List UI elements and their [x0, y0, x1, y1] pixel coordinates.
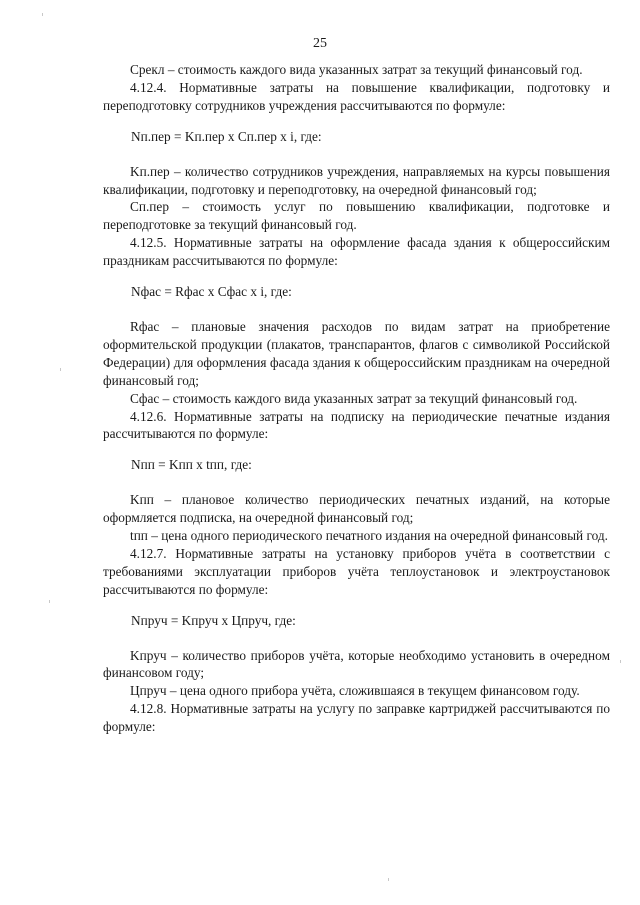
paragraph-cfas-definition: Cфас – стоимость каждого вида указанных затрат за текущий финансовый год.	[130, 390, 578, 406]
paragraph-rfas-definition: Rфас – плановые значения расходов по видам затрат на приобретение оформительской продукции (плакатов, транспарантов, флагов с символикой Российской Федерации) для оформления фасада здания к общероссийским праздникам на очередной финансовый год;	[103, 318, 610, 388]
formula-subscription: Nпп = Kпп х tпп, где:	[131, 457, 252, 473]
formula-facade: Nфас = Rфас х Cфас х i, где:	[131, 284, 292, 300]
document-body	[103, 61, 610, 736]
section-4-12-8: 4.12.8. Нормативные затраты на услугу по заправке картриджей рассчитываются по формуле:	[103, 701, 610, 735]
paragraph-kpper-definition: Kп.пер – количество сотрудников учреждения, направляемых на курсы повышения квалификации, подготовку и переподготовку, на очередной финансовый год;	[103, 163, 610, 197]
scan-artifact	[42, 13, 43, 16]
formula-training: Nп.пер = Kп.пер х Cп.пер х i, где:	[131, 128, 322, 144]
formula-meters: Nпруч = Kпруч х Цпруч, где:	[131, 612, 296, 628]
scan-artifact	[620, 660, 621, 663]
section-4-12-7: 4.12.7. Нормативные затраты на установку приборов учёта в соответствии с требованиями эксплуатации приборов учёта теплоустановок и электроустановок рассчитываются по формуле:	[103, 545, 610, 597]
scan-artifact	[60, 368, 61, 371]
section-4-12-4: 4.12.4. Нормативные затраты на повышение квалификации, подготовку и переподготовку сотрудников учреждения рассчитываются по формуле:	[103, 79, 610, 113]
section-4-12-5: 4.12.5. Нормативные затраты на оформление фасада здания к общероссийским праздникам рассчитываются по формуле:	[103, 235, 610, 269]
page-number: 25	[313, 36, 327, 51]
paragraph-cpruch-definition: Цпруч – цена одного прибора учёта, сложившаяся в текущем финансовом году.	[130, 683, 580, 699]
paragraph-kpp-definition: Kпп – плановое количество периодических печатных изданий, на которые оформляется подписка, на очередной финансовый год;	[103, 492, 610, 526]
paragraph-kpruch-definition: Kпруч – количество приборов учёта, которые необходимо установить в очередном финансовом году;	[103, 647, 610, 681]
section-4-12-6: 4.12.6. Нормативные затраты на подписку на периодические печатные издания рассчитываются по формуле:	[103, 408, 610, 442]
scan-artifact	[49, 600, 50, 603]
scan-artifact	[388, 878, 389, 881]
paragraph-tpp-definition: tпп – цена одного периодического печатного издания на очередной финансовый год.	[130, 528, 608, 544]
paragraph-cpper-definition: Cп.пер – стоимость услуг по повышению квалификации, подготовке и переподготовке за текущий финансовый год.	[103, 199, 610, 233]
paragraph-srekl-definition: Срекл – стоимость каждого вида указанных затрат за текущий финансовый год.	[130, 62, 583, 77]
